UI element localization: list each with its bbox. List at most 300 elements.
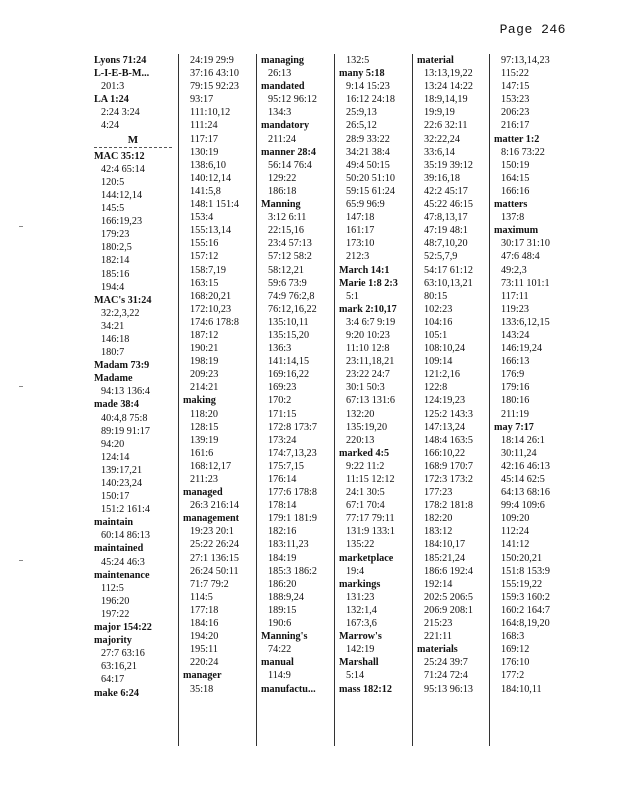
- index-term: majority: [94, 635, 132, 647]
- index-term: Madame: [94, 373, 133, 385]
- index-reference: 135:15,20: [268, 329, 310, 341]
- index-reference: 169:12: [501, 644, 530, 656]
- index-reference: 190:21: [190, 343, 219, 355]
- index-reference: 211:24: [268, 133, 296, 145]
- index-reference: 26:3 216:14: [190, 500, 239, 512]
- index-reference: 189:15: [268, 604, 297, 616]
- index-reference: 71:7 79:2: [190, 578, 229, 590]
- index-reference: 159:3 160:2: [501, 591, 550, 603]
- index-reference: 186:18: [268, 185, 297, 197]
- index-term: maximum: [494, 225, 539, 237]
- index-reference: 93:17: [190, 94, 214, 106]
- index-reference: 171:15: [268, 408, 297, 420]
- index-reference: 175:7,15: [268, 460, 304, 472]
- index-reference: 141:14,15: [268, 356, 310, 368]
- index-reference: 143:24: [501, 329, 530, 341]
- index-term: markings: [339, 578, 381, 590]
- index-term: marketplace: [339, 552, 394, 564]
- page-number: Page 246: [499, 22, 566, 37]
- index-term: MAC's 31:24: [94, 294, 152, 306]
- index-reference: 94:20: [101, 438, 125, 450]
- index-reference: 94:13 136:4: [101, 386, 150, 398]
- index-reference: 142:19: [346, 644, 375, 656]
- index-reference: 168:3: [501, 631, 525, 643]
- index-reference: 3:12 6:11: [268, 212, 307, 224]
- index-reference: 117:17: [190, 133, 218, 145]
- index-column: [412, 54, 489, 746]
- index-term: Madam 73:9: [94, 360, 150, 372]
- index-reference: 67:13 131:6: [346, 395, 395, 407]
- index-reference: 182:20: [424, 513, 453, 525]
- index-reference: 144:12,14: [101, 189, 143, 201]
- index-reference: 26:13: [268, 68, 292, 80]
- index-term: material: [417, 55, 454, 66]
- index-column: [256, 54, 334, 746]
- index-reference: 135:19,20: [346, 421, 388, 433]
- index-reference: 135:10,11: [268, 316, 309, 328]
- index-reference: 197:22: [101, 608, 130, 620]
- index-reference: 151:8 153:9: [501, 565, 550, 577]
- index-reference: 136:3: [268, 343, 292, 355]
- index-reference: 148:4 163:5: [424, 434, 473, 446]
- index-term: managing: [261, 55, 305, 66]
- index-reference: 30:11,24: [501, 447, 537, 459]
- index-reference: 18:14 26:1: [501, 434, 545, 446]
- index-reference: 45:24 46:3: [101, 556, 145, 568]
- index-term: mass 182:12: [339, 683, 392, 695]
- index-reference: 155:19,22: [501, 578, 543, 590]
- index-reference: 9:20 10:23: [346, 329, 390, 341]
- index-reference: 153:4: [190, 212, 214, 224]
- index-reference: 166:13: [501, 356, 530, 368]
- index-reference: 105:1: [424, 329, 448, 341]
- index-reference: 25:9,13: [346, 107, 377, 119]
- index-reference: 9:14 15:23: [346, 81, 390, 93]
- index-reference: 60:14 86:13: [101, 530, 150, 542]
- index-reference: 63:16,21: [101, 661, 137, 673]
- index-reference: 184:19: [268, 552, 297, 564]
- index-reference: 182:14: [101, 255, 130, 267]
- index-reference: 117:11: [501, 290, 529, 302]
- index-reference: 173:24: [268, 434, 297, 446]
- index-reference: 128:15: [190, 421, 219, 433]
- index-reference: 18:9,14,19: [424, 94, 468, 106]
- index-reference: 167:3,6: [346, 618, 377, 630]
- index-reference: 109:20: [501, 513, 530, 525]
- index-term: materials: [417, 644, 458, 656]
- index-reference: 32:22,24: [424, 133, 460, 145]
- index-reference: 65:9 96:9: [346, 199, 385, 211]
- index-reference: 132:5: [346, 55, 370, 66]
- index-reference: 177:6 178:8: [268, 487, 317, 499]
- index-term: many 5:18: [339, 68, 385, 80]
- index-reference: 5:14: [346, 670, 365, 682]
- index-reference: 63:10,13,21: [424, 277, 473, 289]
- index-reference: 141:5,8: [190, 185, 221, 197]
- index-reference: 4:24: [101, 120, 120, 132]
- index-reference: 166:10,22: [424, 447, 466, 459]
- index-reference: 80:15: [424, 290, 448, 302]
- index-reference: 172:8 173:7: [268, 421, 317, 433]
- index-reference: 178:2 181:8: [424, 500, 473, 512]
- index-reference: 2:24 3:24: [101, 107, 140, 119]
- index-reference: 89:19 91:17: [101, 425, 150, 437]
- index-reference: 122:8: [424, 382, 448, 394]
- index-reference: 124:19,23: [424, 395, 466, 407]
- index-reference: 214:21: [190, 382, 219, 394]
- index-reference: 120:5: [101, 176, 125, 188]
- index-reference: 111:24: [190, 120, 218, 132]
- word-index: [94, 54, 566, 746]
- index-reference: 194:4: [101, 281, 125, 293]
- index-reference: 155:16: [190, 238, 219, 250]
- index-reference: 182:16: [268, 526, 297, 538]
- index-reference: 158:7,19: [190, 264, 226, 276]
- index-reference: 23:22 24:7: [346, 369, 390, 381]
- margin-mark: [19, 386, 23, 387]
- index-term: mandated: [261, 81, 305, 93]
- index-reference: 164:8,19,20: [501, 618, 550, 630]
- index-reference: 170:2: [268, 395, 292, 407]
- index-reference: 147:13,24: [424, 421, 466, 433]
- index-reference: 166:16: [501, 185, 530, 197]
- index-reference: 64:13 68:16: [501, 487, 550, 499]
- index-reference: 23:4 57:13: [268, 238, 312, 250]
- index-reference: 161:17: [346, 225, 375, 237]
- index-reference: 47:8,13,17: [424, 212, 468, 224]
- index-column: [489, 54, 566, 746]
- index-reference: 145:5: [101, 203, 125, 215]
- index-reference: 183:12: [424, 526, 453, 538]
- index-reference: 48:7,10,20: [424, 238, 468, 250]
- index-reference: 131:9 133:1: [346, 526, 395, 538]
- index-reference: 33:6,14: [424, 146, 455, 158]
- index-reference: 52:5,7,9: [424, 251, 458, 263]
- index-reference: 177:18: [190, 604, 219, 616]
- index-reference: 186:6 192:4: [424, 565, 473, 577]
- index-term: Marie 1:8 2:3: [339, 277, 398, 289]
- index-term: make 6:24: [94, 687, 139, 699]
- index-reference: 26:5,12: [346, 120, 377, 132]
- index-reference: 22:15,16: [268, 225, 304, 237]
- index-reference: 27:1 136:15: [190, 552, 239, 564]
- index-reference: 172:3 173:2: [424, 474, 473, 485]
- index-reference: 169:16,22: [268, 369, 310, 381]
- index-reference: 50:20 51:10: [346, 172, 395, 184]
- index-reference: 121:2,16: [424, 369, 460, 381]
- index-reference: 3:4 6:7 9:19: [346, 316, 396, 328]
- index-reference: 220:13: [346, 434, 375, 446]
- index-reference: 177:2: [501, 670, 525, 682]
- index-term: mandatory: [261, 120, 310, 132]
- index-reference: 74:22: [268, 644, 292, 656]
- index-reference: 216:17: [501, 120, 530, 132]
- index-reference: 129:22: [268, 172, 297, 184]
- index-reference: 221:11: [424, 631, 452, 643]
- index-reference: 195:11: [190, 644, 218, 656]
- index-reference: 153:23: [501, 94, 530, 106]
- index-reference: 95:13 96:13: [424, 683, 473, 695]
- index-reference: 25:22 26:24: [190, 539, 239, 551]
- index-reference: 47:19 48:1: [424, 225, 468, 237]
- index-reference: 176:10: [501, 657, 530, 669]
- index-reference: 5:1: [346, 290, 360, 302]
- index-reference: 196:20: [101, 595, 130, 607]
- index-reference: 179:16: [501, 382, 530, 394]
- index-reference: 198:19: [190, 356, 219, 368]
- index-reference: 45:22 46:15: [424, 199, 473, 211]
- index-reference: 140:12,14: [190, 172, 232, 184]
- index-term: Lyons 71:24: [94, 55, 147, 66]
- index-term: matters: [494, 199, 528, 211]
- index-reference: 185:3 186:2: [268, 565, 317, 577]
- index-reference: 137:8: [501, 212, 525, 224]
- index-reference: 71:24 72:4: [424, 670, 468, 682]
- index-reference: 22:6 32:11: [424, 120, 468, 132]
- index-reference: 35:19 39:12: [424, 159, 473, 171]
- index-reference: 209:23: [190, 369, 219, 381]
- index-reference: 187:12: [190, 329, 219, 341]
- index-reference: 179:1 181:9: [268, 513, 317, 525]
- index-term: made 38:4: [94, 399, 139, 411]
- index-reference: 194:20: [190, 631, 219, 643]
- index-reference: 180:16: [501, 395, 530, 407]
- index-reference: 25:24 39:7: [424, 657, 468, 669]
- index-reference: 56:14 76:4: [268, 159, 312, 171]
- index-reference: 95:12 96:12: [268, 94, 317, 106]
- index-reference: 42:2 45:17: [424, 185, 468, 197]
- index-reference: 146:18: [101, 333, 130, 345]
- index-reference: 16:12 24:18: [346, 94, 395, 106]
- index-reference: 59:15 61:24: [346, 185, 395, 197]
- index-reference: 74:9 76:2,8: [268, 290, 315, 302]
- index-reference: 139:19: [190, 434, 219, 446]
- index-reference: 9:22 11:2: [346, 460, 385, 472]
- index-reference: 115:22: [501, 68, 529, 80]
- index-reference: 108:10,24: [424, 343, 466, 355]
- index-reference: 173:10: [346, 238, 375, 250]
- index-reference: 174:7,13,23: [268, 447, 317, 459]
- index-term: L-I-E-B-M...: [94, 68, 150, 80]
- index-reference: 54:17 61:12: [424, 264, 473, 276]
- index-term: may 7:17: [494, 421, 534, 433]
- index-reference: 42:16 46:13: [501, 460, 550, 472]
- index-reference: 178:14: [268, 500, 297, 512]
- index-reference: 35:18: [190, 683, 214, 695]
- index-reference: 27:7 63:16: [101, 648, 145, 660]
- index-reference: 132:20: [346, 408, 375, 420]
- index-reference: 112:24: [501, 526, 529, 538]
- index-reference: 202:5 206:5: [424, 591, 473, 603]
- index-reference: 138:6,10: [190, 159, 226, 171]
- index-reference: 168:12,17: [190, 460, 232, 472]
- index-term: Marrow's: [339, 631, 382, 643]
- index-reference: 185:16: [101, 268, 130, 280]
- index-term: LA 1:24: [94, 94, 129, 106]
- index-reference: 30:1 50:3: [346, 382, 385, 394]
- index-reference: 211:19: [501, 408, 529, 420]
- index-letter-heading: M: [94, 134, 172, 148]
- index-reference: 139:17,21: [101, 464, 143, 476]
- index-reference: 157:12: [190, 251, 219, 263]
- index-reference: 58:12,21: [268, 264, 304, 276]
- index-reference: 102:23: [424, 303, 453, 315]
- index-reference: 111:10,12: [190, 107, 231, 119]
- index-reference: 168:9 170:7: [424, 460, 473, 472]
- index-reference: 49:2,3: [501, 264, 527, 276]
- index-reference: 45:14 62:5: [501, 474, 545, 485]
- index-reference: 47:6 48:4: [501, 251, 540, 263]
- index-reference: 161:6: [190, 447, 214, 459]
- index-reference: 134:3: [268, 107, 292, 119]
- index-reference: 150:20,21: [501, 552, 543, 564]
- index-reference: 206:23: [501, 107, 530, 119]
- index-term: manual: [261, 657, 294, 669]
- index-term: manner 28:4: [261, 146, 316, 158]
- index-reference: 211:23: [190, 474, 218, 485]
- index-reference: 109:14: [424, 356, 453, 368]
- index-reference: 147:15: [501, 81, 530, 93]
- index-term: managed: [183, 487, 223, 499]
- index-term: March 14:1: [339, 264, 390, 276]
- index-reference: 177:23: [424, 487, 453, 499]
- index-reference: 190:6: [268, 618, 292, 630]
- index-reference: 28:9 33:22: [346, 133, 390, 145]
- index-term: manager: [183, 670, 222, 682]
- index-reference: 176:9: [501, 369, 525, 381]
- index-column: [94, 54, 178, 746]
- index-reference: 124:14: [101, 451, 130, 463]
- index-reference: 160:2 164:7: [501, 604, 550, 616]
- index-reference: 119:23: [501, 303, 529, 315]
- index-reference: 30:17 31:10: [501, 238, 550, 250]
- index-term: major 154:22: [94, 622, 152, 634]
- index-reference: 151:2 161:4: [101, 504, 150, 516]
- index-reference: 164:15: [501, 172, 530, 184]
- index-reference: 26:24 50:11: [190, 565, 239, 577]
- index-reference: 57:12 58:2: [268, 251, 312, 263]
- index-term: maintained: [94, 543, 144, 555]
- index-term: Marshall: [339, 657, 379, 669]
- index-reference: 155:13,14: [190, 225, 232, 237]
- index-reference: 131:23: [346, 591, 375, 603]
- index-reference: 118:20: [190, 408, 218, 420]
- index-term: maintenance: [94, 569, 150, 581]
- index-reference: 172:10,23: [190, 303, 232, 315]
- index-reference: 146:19,24: [501, 343, 543, 355]
- index-reference: 188:9,24: [268, 591, 304, 603]
- index-reference: 179:23: [101, 229, 130, 241]
- index-reference: 132:1,4: [346, 604, 377, 616]
- index-term: marked 4:5: [339, 447, 390, 459]
- index-reference: 184:10,11: [501, 683, 542, 695]
- index-reference: 13:24 14:22: [424, 81, 473, 93]
- index-reference: 77:17 79:11: [346, 513, 395, 525]
- index-reference: 192:14: [424, 578, 453, 590]
- margin-mark: [19, 226, 23, 227]
- index-reference: 8:16 73:22: [501, 146, 545, 158]
- index-term: management: [183, 513, 240, 525]
- index-reference: 180:2,5: [101, 242, 132, 254]
- index-reference: 24:19 29:9: [190, 55, 234, 66]
- index-reference: 140:23,24: [101, 478, 143, 489]
- index-reference: 39:16,18: [424, 172, 460, 184]
- index-reference: 64:17: [101, 674, 125, 686]
- index-reference: 184:16: [190, 618, 219, 630]
- index-term: Manning: [261, 199, 301, 211]
- index-reference: 184:10,17: [424, 539, 466, 551]
- index-reference: 130:19: [190, 146, 219, 158]
- index-reference: 114:5: [190, 591, 213, 603]
- index-reference: 220:24: [190, 657, 219, 669]
- index-term: MAC 35:12: [94, 150, 145, 162]
- index-reference: 13:13,19,22: [424, 68, 473, 80]
- index-reference: 19:23 20:1: [190, 526, 234, 538]
- index-term: Manning's: [261, 631, 308, 643]
- index-term: mark 2:10,17: [339, 303, 397, 315]
- index-reference: 34:21 38:4: [346, 146, 390, 158]
- index-reference: 42:4 65:14: [101, 163, 145, 175]
- index-term: making: [183, 395, 216, 407]
- index-reference: 180:7: [101, 347, 125, 359]
- index-reference: 141:12: [501, 539, 530, 551]
- index-reference: 183:11,23: [268, 539, 309, 551]
- index-reference: 19:9,19: [424, 107, 455, 119]
- index-reference: 201:3: [101, 81, 125, 93]
- index-column: [178, 54, 256, 746]
- index-reference: 11:15 12:12: [346, 474, 395, 485]
- index-reference: 166:19,23: [101, 216, 143, 228]
- index-reference: 186:20: [268, 578, 297, 590]
- index-reference: 163:15: [190, 277, 219, 289]
- index-reference: 104:16: [424, 316, 453, 328]
- index-reference: 37:16 43:10: [190, 68, 239, 80]
- index-reference: 114:9: [268, 670, 291, 682]
- index-reference: 150:17: [101, 491, 130, 503]
- index-reference: 112:5: [101, 582, 124, 594]
- index-reference: 135:22: [346, 539, 375, 551]
- index-reference: 99:4 109:6: [501, 500, 545, 512]
- index-reference: 215:23: [424, 618, 453, 630]
- index-reference: 174:6 178:8: [190, 316, 239, 328]
- index-reference: 206:9 208:1: [424, 604, 473, 616]
- index-reference: 24:1 30:5: [346, 487, 385, 499]
- index-term: manufactu...: [261, 683, 316, 695]
- index-reference: 185:21,24: [424, 552, 466, 564]
- index-reference: 150:19: [501, 159, 530, 171]
- index-reference: 168:20,21: [190, 290, 232, 302]
- index-reference: 176:14: [268, 474, 297, 485]
- index-reference: 79:15 92:23: [190, 81, 239, 93]
- index-reference: 147:18: [346, 212, 375, 224]
- index-reference: 23:11,18,21: [346, 356, 395, 368]
- index-term: matter 1:2: [494, 133, 540, 145]
- index-reference: 11:10 12:8: [346, 343, 390, 355]
- index-reference: 19:4: [346, 565, 365, 577]
- margin-mark: [19, 560, 23, 561]
- index-reference: 49:4 50:15: [346, 159, 390, 171]
- index-reference: 169:23: [268, 382, 297, 394]
- index-reference: 212:3: [346, 251, 370, 263]
- index-reference: 76:12,16,22: [268, 303, 317, 315]
- index-reference: 59:6 73:9: [268, 277, 307, 289]
- index-column: [334, 54, 412, 746]
- index-reference: 133:6,12,15: [501, 316, 550, 328]
- index-reference: 73:11 101:1: [501, 277, 550, 289]
- index-term: maintain: [94, 517, 134, 529]
- index-reference: 67:1 70:4: [346, 500, 385, 512]
- index-reference: 148:1 151:4: [190, 199, 239, 211]
